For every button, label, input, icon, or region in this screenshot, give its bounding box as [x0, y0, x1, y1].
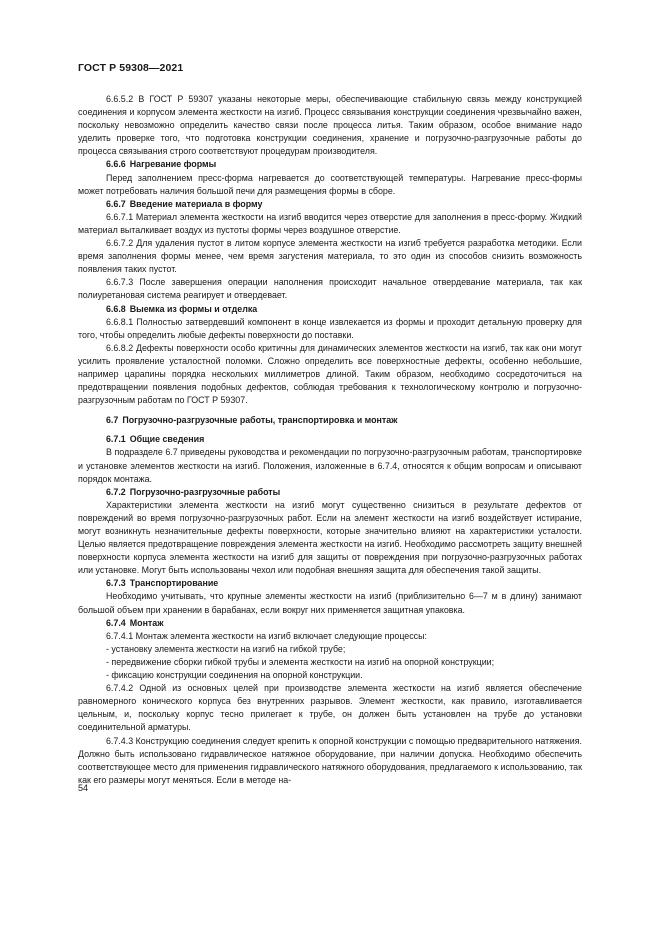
heading-number: 6.7: [106, 415, 119, 426]
heading-title: Нагревание формы: [129, 159, 217, 170]
heading-number: 6.6.7: [106, 198, 126, 209]
heading-6-7-2: [78, 486, 582, 499]
paragraph-6-6-8-2: 6.6.8.2 Дефекты поверхности особо критичны для динамических элементов жесткости на изгиб, так как они могут усилить проявление усталостной поломки. Сложно определить все поверхностные дефекты, особенно небольшие, например царапины порядка нескольких миллиметров длиной. Таким образом, необходимо сосредоточиться на предотвращении появления подобных дефектов, соблюдая требования к технологическому контролю и погрузочно-разгрузочным работам по ГОСТ Р 59307.: [78, 342, 582, 406]
heading-number: 6.6.6: [106, 159, 126, 170]
heading-number: 6.7.4: [106, 617, 126, 628]
heading-6-7: [78, 414, 582, 427]
document-code-header: ГОСТ Р 59308—2021: [78, 62, 184, 74]
heading-title: Погрузочно-разгрузочные работы: [129, 486, 281, 497]
heading-6-7-1: [78, 433, 582, 446]
heading-6-7-4: [78, 617, 582, 630]
heading-6-6-6: [78, 158, 582, 171]
paragraph-6-7-4-2: 6.7.4.2 Одной из основных целей при производстве элемента жесткости на изгиб является обеспечение равномерного конического корпуса без внутренних разрывов. Элемент жесткости, как правило, изготавливается цельным, и, поскольку корпус тесно прилегает к трубе, он должен быть установлен на трубе до установки соединительной арматуры.: [78, 683, 582, 733]
heading-number: 6.6.8: [106, 303, 126, 314]
heading-6-6-7: [78, 198, 582, 211]
heading-number: 6.7.1: [106, 434, 126, 445]
paragraph-6-6-7-3: 6.6.7.3 После завершения операции наполнения происходит начальное отвердевание материала, так как полиуретановая система реагирует и отвердевает.: [78, 277, 582, 301]
heading-6-7-3: [78, 577, 582, 590]
heading-title: Транспортирование: [129, 578, 219, 589]
paragraph-6-6-8-1: 6.6.8.1 Полностью затвердевший компонент в конце извлекается из формы и проходит детальную проверку для того, чтобы определить любые дефекты поверхности до поставки.: [78, 316, 582, 340]
heading-6-6-8: [78, 303, 582, 316]
document-body: [78, 93, 582, 787]
paragraph-6-6-7-2: 6.6.7.2 Для удаления пустот в литом корпусе элемента жесткости на изгиб требуется разработка методики. Если время заполнения формы менее, чем время загустения материала, то это один из способов снизить возможность появления таких пустот.: [78, 238, 582, 275]
paragraph-6-7-4-3: 6.7.4.3 Конструкцию соединения следует крепить к опорной конструкции с помощью предварительного натяжения. Должно быть использовано гидравлическое натяжное оборудование, при наличии допуска. Необходимо обеспечить соответствующее место для применения гидравлического натяжного оборудования, предлагаемого к использованию, так как его размеры могут меняться. Если в методе на-: [78, 735, 582, 785]
paragraph-6-6-7-1: 6.6.7.1 Материал элемента жесткости на изгиб вводится через отверстие для заполнения в пресс-форму. Жидкий материал выталкивает воздух из пустоты формы через воздушное отверстие.: [78, 211, 582, 235]
heading-number: 6.7.3: [106, 578, 126, 589]
list-item: - установку элемента жесткости на изгиб на гибкой трубе;: [106, 643, 346, 654]
page-number: 54: [78, 783, 89, 793]
paragraph-6-6-6: Перед заполнением пресс-форма нагревается до соответствующей температуры. Нагревание пресс-формы может потребовать наличия большой печи для размещения формы в сборе.: [78, 172, 582, 196]
paragraph-6-7-2: Характеристики элемента жесткости на изгиб могут существенно снизиться в результате дефектов от повреждений во время погрузочно-разгрузочных работ. Если на элемент жесткости на изгиб воздействует истирание, могут возникнуть незначительные дефекты поверхности, которые значительно влияют на характеристики усталости. Целью является предотвращение повреждения элемента жесткости на изгиб. Необходимо рассмотреть защиту внешней поверхности корпуса элемента жесткости на изгиб для защиты от повреждения при погрузочно-разгрузочных работах или установке. Могут быть использованы чехол или подобная внешняя защита для обеспечения такой защиты.: [78, 499, 582, 576]
paragraph-6-6-5-2: 6.6.5.2 В ГОСТ Р 59307 указаны некоторые меры, обеспечивающие стабильную связь между конструкцией соединения и корпусом элемента жесткости на изгиб. Процесс связывания конструкции соединения чрезвычайно важен, поскольку невозможно определить качество связи после процесса литья. Таким образом, особое внимание надо уделить проверке того, что подготовка конструкции соединения, хранение и погрузочно-разгрузочные работы до процесса связывания строго соответствуют процедурам производителя.: [78, 94, 582, 157]
list-item: - передвижение сборки гибкой трубы и элемента жесткости на изгиб на опорной конструкции;: [106, 656, 495, 667]
heading-title: Монтаж: [129, 617, 164, 628]
heading-title: Выемка из формы и отделка: [129, 303, 258, 314]
heading-title: Погрузочно-разгрузочные работы, транспортировка и монтаж: [122, 415, 398, 426]
heading-number: 6.7.2: [106, 486, 126, 497]
paragraph-6-7-3: Необходимо учитывать, что крупные элементы жесткости на изгиб (приблизительно 6—7 м в длину) занимают большой объем при хранении в барабанах, если вокруг них применяется защитная упаковка.: [78, 591, 582, 615]
heading-title: Общие сведения: [129, 434, 205, 445]
heading-title: Введение материала в форму: [129, 198, 263, 209]
paragraph-6-7-1: В подразделе 6.7 приведены руководства и рекомендации по погрузочно-разгрузочным работам, транспортировке и установке элементов жесткости на изгиб. Положения, изложенные в 6.7.4, относятся к общим вопросам и описывают порядок монтажа.: [78, 447, 582, 484]
paragraph-6-7-4-1: 6.7.4.1 Монтаж элемента жесткости на изгиб включает следующие процессы:: [106, 630, 427, 641]
list-item: - фиксацию конструкции соединения на опорной конструкции.: [106, 670, 363, 681]
